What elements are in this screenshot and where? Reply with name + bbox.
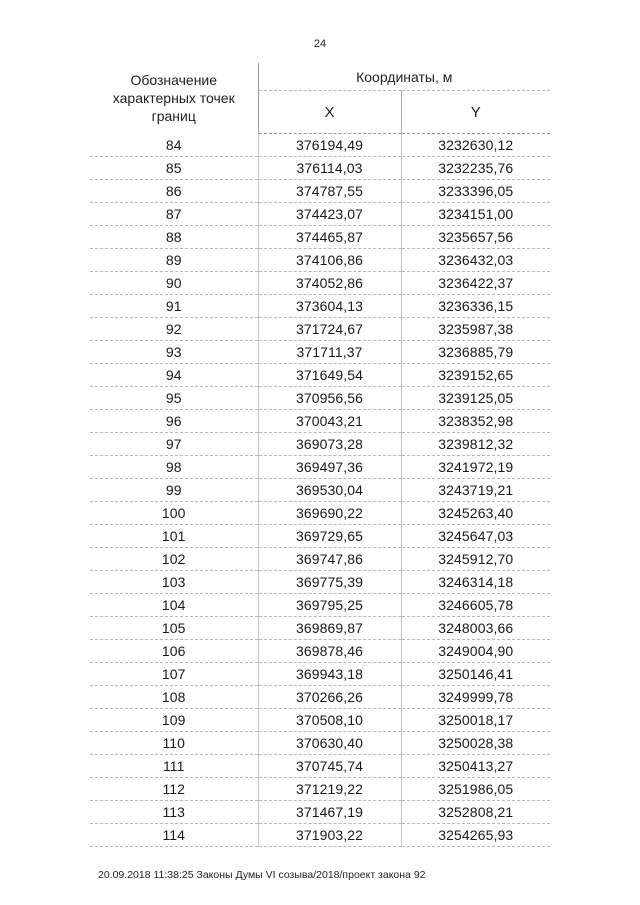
x-cell: 369690,22 [258, 502, 401, 525]
table-row [90, 732, 550, 755]
table-row [90, 663, 550, 686]
table-row [90, 157, 550, 180]
x-cell: 369497,36 [258, 456, 401, 479]
x-cell: 371219,22 [258, 778, 401, 801]
table-row [90, 180, 550, 203]
y-cell: 3254265,93 [401, 824, 550, 847]
point-cell: 111 [90, 755, 258, 778]
y-cell: 3248003,66 [401, 617, 550, 640]
y-cell: 3245647,03 [401, 525, 550, 548]
point-cell: 101 [90, 525, 258, 548]
point-cell: 110 [90, 732, 258, 755]
point-cell: 99 [90, 479, 258, 502]
y-cell: 3238352,98 [401, 410, 550, 433]
y-cell: 3232235,76 [401, 157, 550, 180]
table-row [90, 755, 550, 778]
x-cell: 369747,86 [258, 548, 401, 571]
point-cell: 88 [90, 226, 258, 249]
y-cell: 3239152,65 [401, 364, 550, 387]
point-cell: 109 [90, 709, 258, 732]
x-cell: 376114,03 [258, 157, 401, 180]
point-cell: 90 [90, 272, 258, 295]
point-cell: 102 [90, 548, 258, 571]
x-cell: 369729,65 [258, 525, 401, 548]
y-cell: 3236432,03 [401, 249, 550, 272]
x-cell: 373604,13 [258, 295, 401, 318]
x-cell: 370508,10 [258, 709, 401, 732]
x-cell: 374423,07 [258, 203, 401, 226]
point-cell: 112 [90, 778, 258, 801]
table-row [90, 479, 550, 502]
x-cell: 369775,39 [258, 571, 401, 594]
table-row [90, 571, 550, 594]
y-cell: 3245263,40 [401, 502, 550, 525]
table-row [90, 824, 550, 847]
x-cell: 374787,55 [258, 180, 401, 203]
point-cell: 97 [90, 433, 258, 456]
point-cell: 87 [90, 203, 258, 226]
table-row [90, 525, 550, 548]
y-cell: 3235987,38 [401, 318, 550, 341]
table-row [90, 433, 550, 456]
table-row [90, 134, 550, 157]
table-row [90, 594, 550, 617]
point-cell: 95 [90, 387, 258, 410]
table-row [90, 617, 550, 640]
point-cell: 84 [90, 134, 258, 157]
x-cell: 369530,04 [258, 479, 401, 502]
y-cell: 3236885,79 [401, 341, 550, 364]
y-cell: 3249999,78 [401, 686, 550, 709]
x-cell: 371649,54 [258, 364, 401, 387]
y-cell: 3233396,05 [401, 180, 550, 203]
y-cell: 3246605,78 [401, 594, 550, 617]
table-row [90, 364, 550, 387]
x-cell: 374052,86 [258, 272, 401, 295]
point-cell: 107 [90, 663, 258, 686]
y-cell: 3241972,19 [401, 456, 550, 479]
footer-stamp: 20.09.2018 11:38:25 Законы Думы VI созыва/2018/проект закона 92 [98, 869, 426, 881]
point-cell: 100 [90, 502, 258, 525]
point-cell: 106 [90, 640, 258, 663]
table-row [90, 456, 550, 479]
y-cell: 3250413,27 [401, 755, 550, 778]
table-row [90, 686, 550, 709]
table-row [90, 640, 550, 663]
point-cell: 104 [90, 594, 258, 617]
point-cell: 89 [90, 249, 258, 272]
table-row [90, 410, 550, 433]
table-row [90, 341, 550, 364]
y-cell: 3234151,00 [401, 203, 550, 226]
table-row [90, 778, 550, 801]
point-cell: 105 [90, 617, 258, 640]
coordinates-table [90, 63, 550, 847]
x-cell: 369943,18 [258, 663, 401, 686]
x-cell: 369878,46 [258, 640, 401, 663]
y-cell: 3249004,90 [401, 640, 550, 663]
point-cell: 91 [90, 295, 258, 318]
point-cell: 103 [90, 571, 258, 594]
point-cell: 113 [90, 801, 258, 824]
y-cell: 3239125,05 [401, 387, 550, 410]
y-cell: 3251986,05 [401, 778, 550, 801]
table-row [90, 203, 550, 226]
x-cell: 369795,25 [258, 594, 401, 617]
table-row [90, 709, 550, 732]
x-cell: 371711,37 [258, 341, 401, 364]
y-cell: 3250028,38 [401, 732, 550, 755]
table-row [90, 226, 550, 249]
y-cell: 3245912,70 [401, 548, 550, 571]
point-cell: 98 [90, 456, 258, 479]
y-cell: 3239812,32 [401, 433, 550, 456]
table-row [90, 318, 550, 341]
header-coordinates: Координаты, м [258, 63, 550, 91]
y-cell: 3250018,17 [401, 709, 550, 732]
x-cell: 376194,49 [258, 134, 401, 157]
point-cell: 85 [90, 157, 258, 180]
header-x: X [258, 91, 401, 134]
table-body [90, 134, 550, 847]
table-row [90, 249, 550, 272]
header-y: Y [401, 91, 550, 134]
point-cell: 114 [90, 824, 258, 847]
x-cell: 370956,56 [258, 387, 401, 410]
x-cell: 370266,26 [258, 686, 401, 709]
table-row [90, 295, 550, 318]
point-cell: 94 [90, 364, 258, 387]
y-cell: 3250146,41 [401, 663, 550, 686]
table-row [90, 801, 550, 824]
point-cell: 86 [90, 180, 258, 203]
y-cell: 3243719,21 [401, 479, 550, 502]
x-cell: 370630,40 [258, 732, 401, 755]
y-cell: 3235657,56 [401, 226, 550, 249]
y-cell: 3232630,12 [401, 134, 550, 157]
y-cell: 3236336,15 [401, 295, 550, 318]
point-cell: 93 [90, 341, 258, 364]
point-cell: 92 [90, 318, 258, 341]
y-cell: 3236422,37 [401, 272, 550, 295]
header-point-designation: Обозначение характерных точек границ [90, 63, 258, 134]
x-cell: 371724,67 [258, 318, 401, 341]
table-header [90, 63, 550, 134]
point-cell: 108 [90, 686, 258, 709]
x-cell: 370745,74 [258, 755, 401, 778]
y-cell: 3246314,18 [401, 571, 550, 594]
x-cell: 369869,87 [258, 617, 401, 640]
table-row [90, 502, 550, 525]
table-row [90, 272, 550, 295]
x-cell: 371903,22 [258, 824, 401, 847]
x-cell: 371467,19 [258, 801, 401, 824]
table-row [90, 387, 550, 410]
y-cell: 3252808,21 [401, 801, 550, 824]
x-cell: 374465,87 [258, 226, 401, 249]
x-cell: 369073,28 [258, 433, 401, 456]
x-cell: 370043,21 [258, 410, 401, 433]
x-cell: 374106,86 [258, 249, 401, 272]
page-number: 24 [313, 38, 327, 50]
table-row [90, 548, 550, 571]
point-cell: 96 [90, 410, 258, 433]
